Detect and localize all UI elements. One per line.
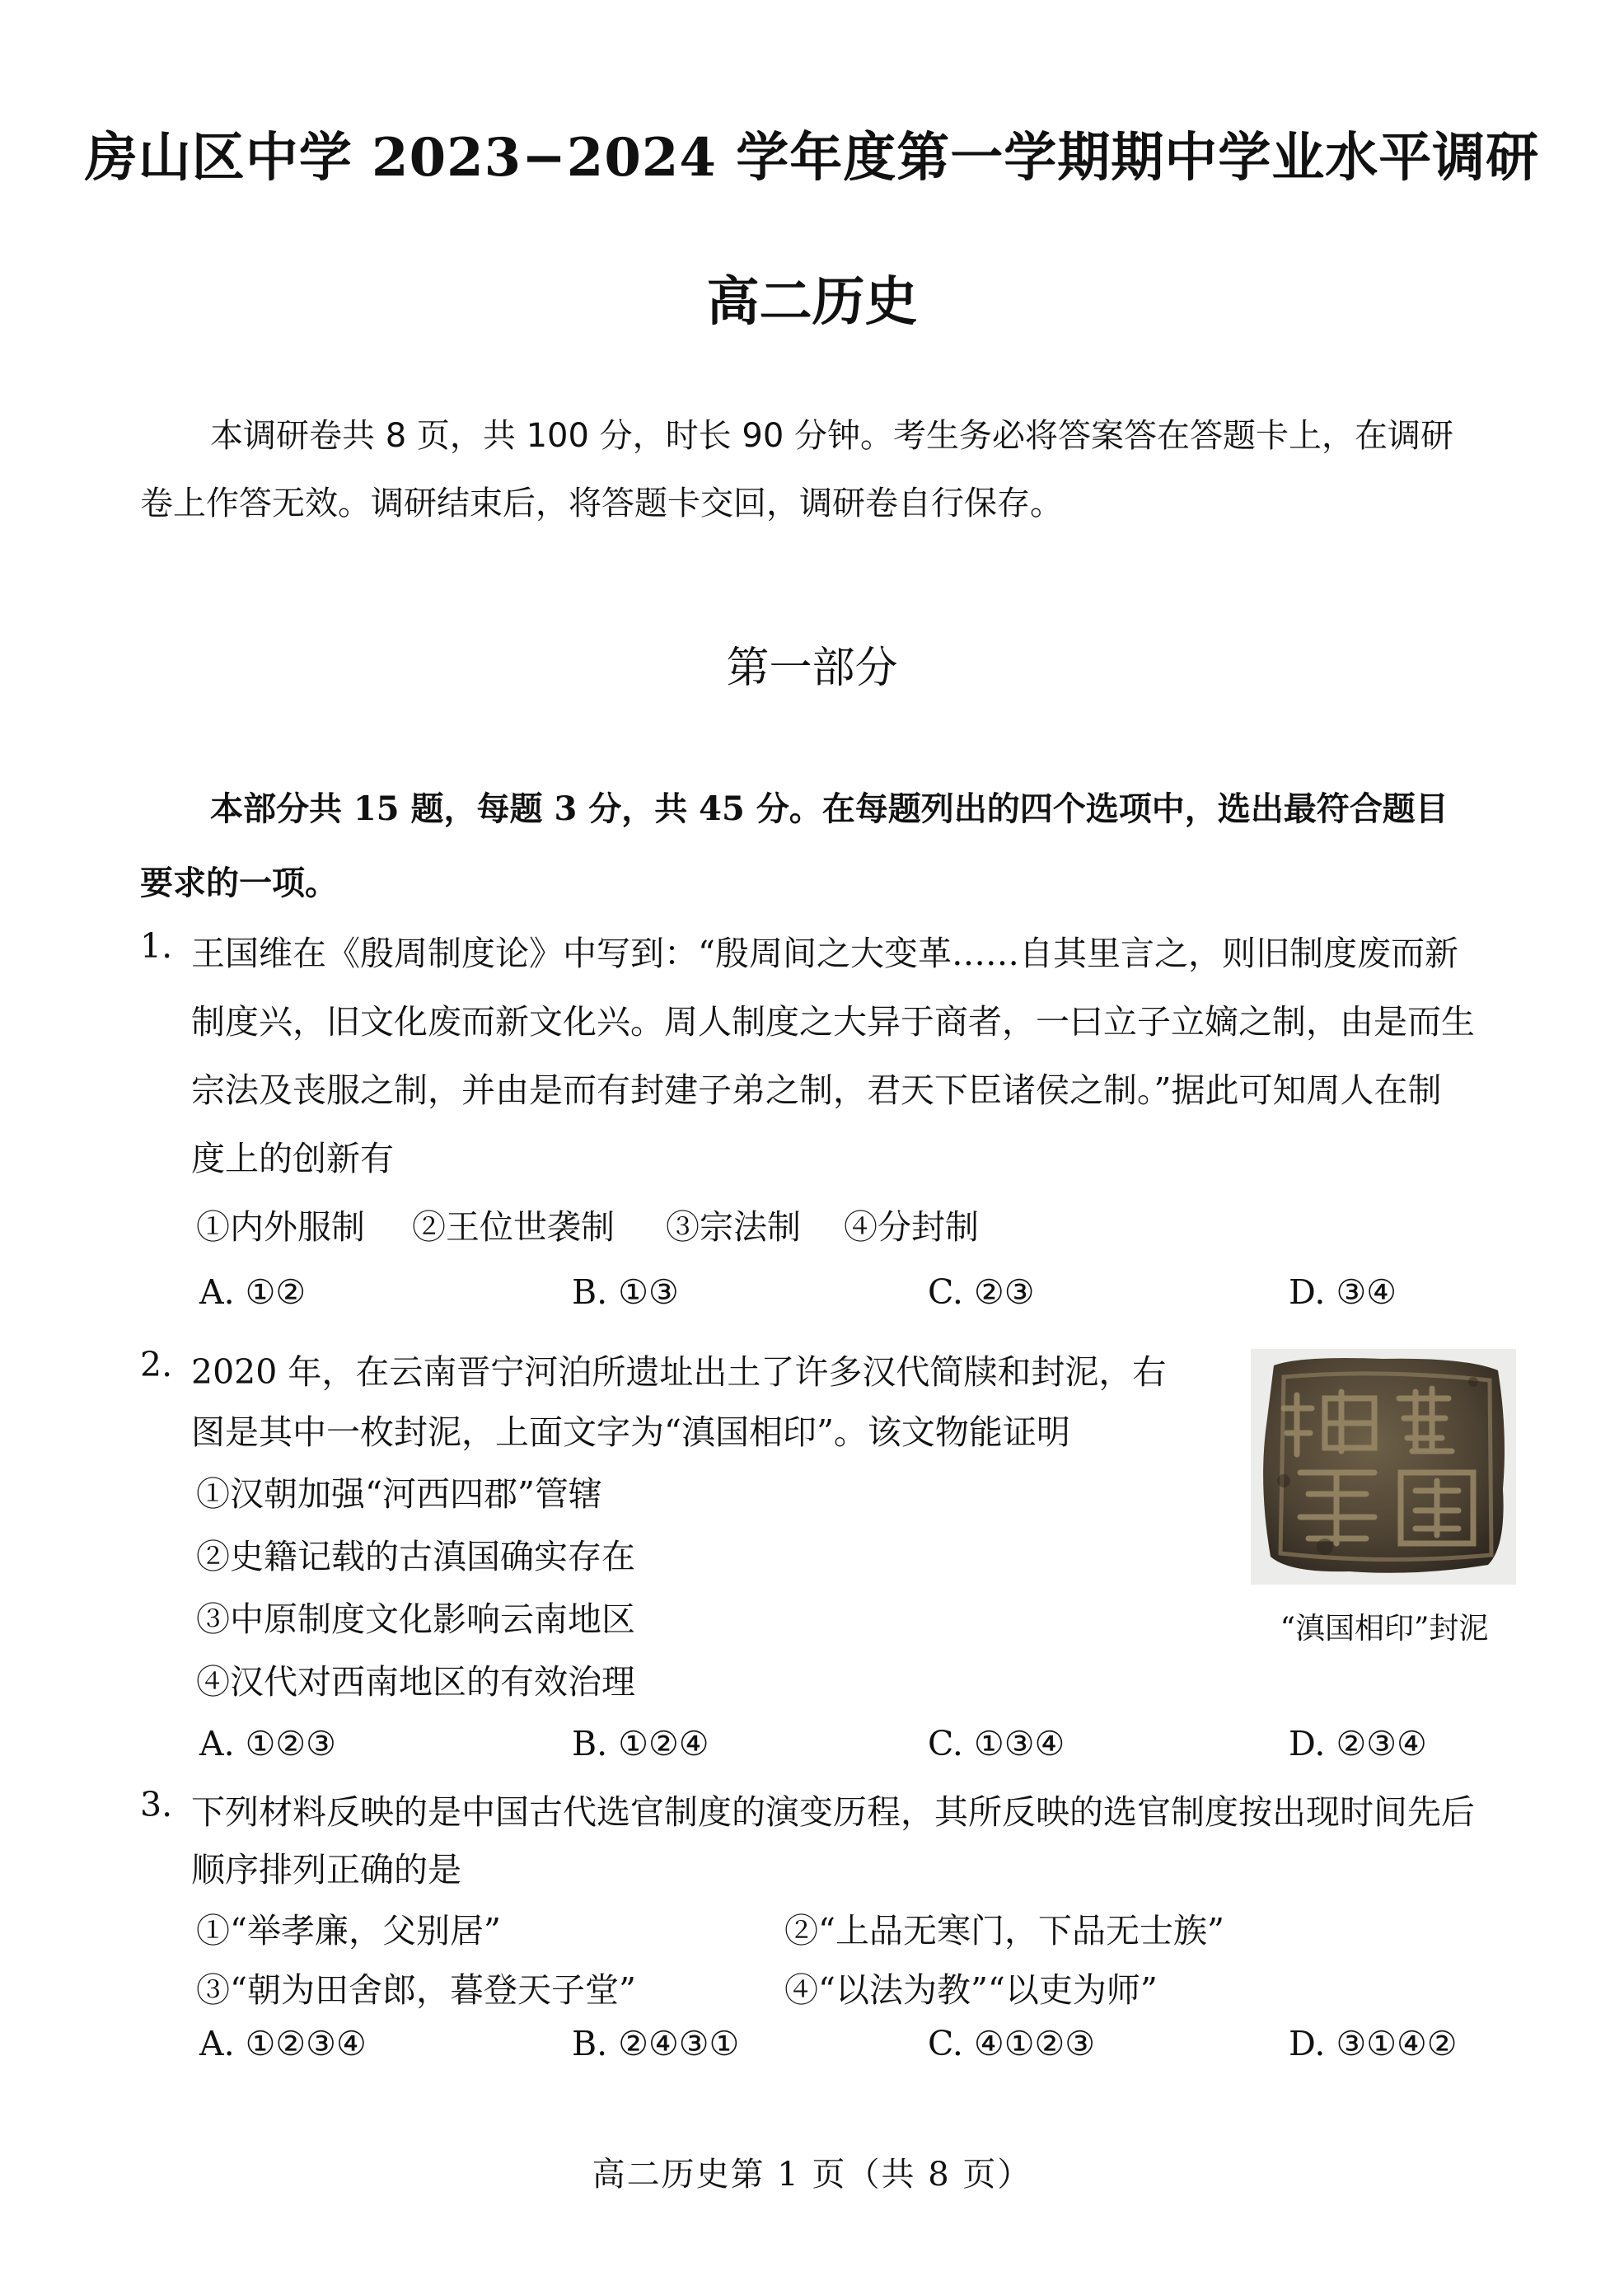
answer-option-b[interactable]: B. ②④③①	[572, 2024, 740, 2063]
statement-item: ④“以法为教”“以吏为师”	[784, 1970, 1158, 2010]
statement-item: ①“举孝廉，父别居”	[196, 1911, 501, 1950]
exam-title: 房山区中学 2023−2024 学年度第一学期期中学业水平调研	[84, 127, 1540, 189]
answer-option-c[interactable]: C. ④①②③	[928, 2024, 1095, 2063]
question-number-2: 2.	[140, 1345, 173, 1384]
statement-item: ④汉代对西南地区的有效治理	[196, 1662, 635, 1702]
statement-item: ③中原制度文化影响云南地区	[196, 1599, 635, 1639]
statement-item: ④分封制	[844, 1207, 979, 1247]
seal-image	[1251, 1349, 1516, 1585]
answer-option-d[interactable]: D. ③①④②	[1289, 2024, 1458, 2063]
question-3-line: 顺序排列正确的是	[191, 1850, 461, 1890]
answer-option-d[interactable]: D. ③④	[1289, 1272, 1397, 1312]
question-1-line: 王国维在《殷周制度论》中写到：“殷周间之大变革……自其里言之，则旧制度废而新	[191, 934, 1458, 973]
question-number-1: 1.	[140, 926, 173, 966]
statement-item: ①汉朝加强“河西四郡”管辖	[196, 1474, 602, 1514]
answer-option-c[interactable]: C. ①③④	[928, 1724, 1065, 1763]
statement-item: ③宗法制	[666, 1207, 801, 1247]
seal-clay-icon	[1251, 1349, 1516, 1585]
page-footer: 高二历史第 1 页（共 8 页）	[592, 2156, 1032, 2194]
intro-line-2: 卷上作答无效。调研结束后，将答题卡交回，调研卷自行保存。	[140, 485, 1063, 522]
question-3-line: 下列材料反映的是中国古代选官制度的演变历程，其所反映的选官制度按出现时间先后	[191, 1792, 1475, 1832]
question-1-line: 宗法及丧服之制，并由是而有封建子弟之制，君天下臣诸侯之制。”据此可知周人在制	[191, 1070, 1442, 1110]
statement-item: ②史籍记载的古滇国确实存在	[196, 1537, 635, 1576]
statement-item: ②“上品无寒门，下品无士族”	[784, 1911, 1224, 1950]
statement-item: ②王位世袭制	[412, 1207, 615, 1247]
answer-option-a[interactable]: A. ①②	[199, 1272, 307, 1312]
part-title: 第一部分	[726, 644, 898, 693]
answer-option-c[interactable]: C. ②③	[928, 1272, 1035, 1312]
statement-item: ①内外服制	[196, 1207, 365, 1247]
subject-title: 高二历史	[706, 271, 918, 333]
question-1-line: 制度兴，旧文化废而新文化兴。周人制度之大异于商者，一曰立子立嫡之制，由是而生	[191, 1002, 1475, 1042]
intro-line-1: 本调研卷共 8 页，共 100 分，时长 90 分钟。考生务必将答案答在答题卡上，在调研	[210, 417, 1453, 455]
answer-option-b[interactable]: B. ①③	[572, 1272, 679, 1312]
part-instruction-line-1: 本部分共 15 题，每题 3 分，共 45 分。在每题列出的四个选项中，选出最符合题目	[210, 789, 1448, 828]
statement-item: ③“朝为田舍郎，暮登天子堂”	[196, 1970, 636, 2010]
question-2-line: 2020 年，在云南晋宁河泊所遗址出土了许多汉代简牍和封泥，右	[191, 1352, 1167, 1392]
question-number-3: 3.	[140, 1785, 173, 1824]
part-instruction-line-2: 要求的一项。	[140, 864, 338, 902]
answer-option-d[interactable]: D. ②③④	[1289, 1724, 1427, 1763]
image-caption: “滇国相印”封泥	[1280, 1612, 1489, 1646]
answer-option-a[interactable]: A. ①②③	[199, 1724, 336, 1763]
answer-option-a[interactable]: A. ①②③④	[199, 2024, 367, 2063]
question-1-line: 度上的创新有	[191, 1139, 394, 1178]
answer-option-b[interactable]: B. ①②④	[572, 1724, 709, 1763]
question-2-line: 图是其中一枚封泥，上面文字为“滇国相印”。该文物能证明	[191, 1412, 1070, 1452]
